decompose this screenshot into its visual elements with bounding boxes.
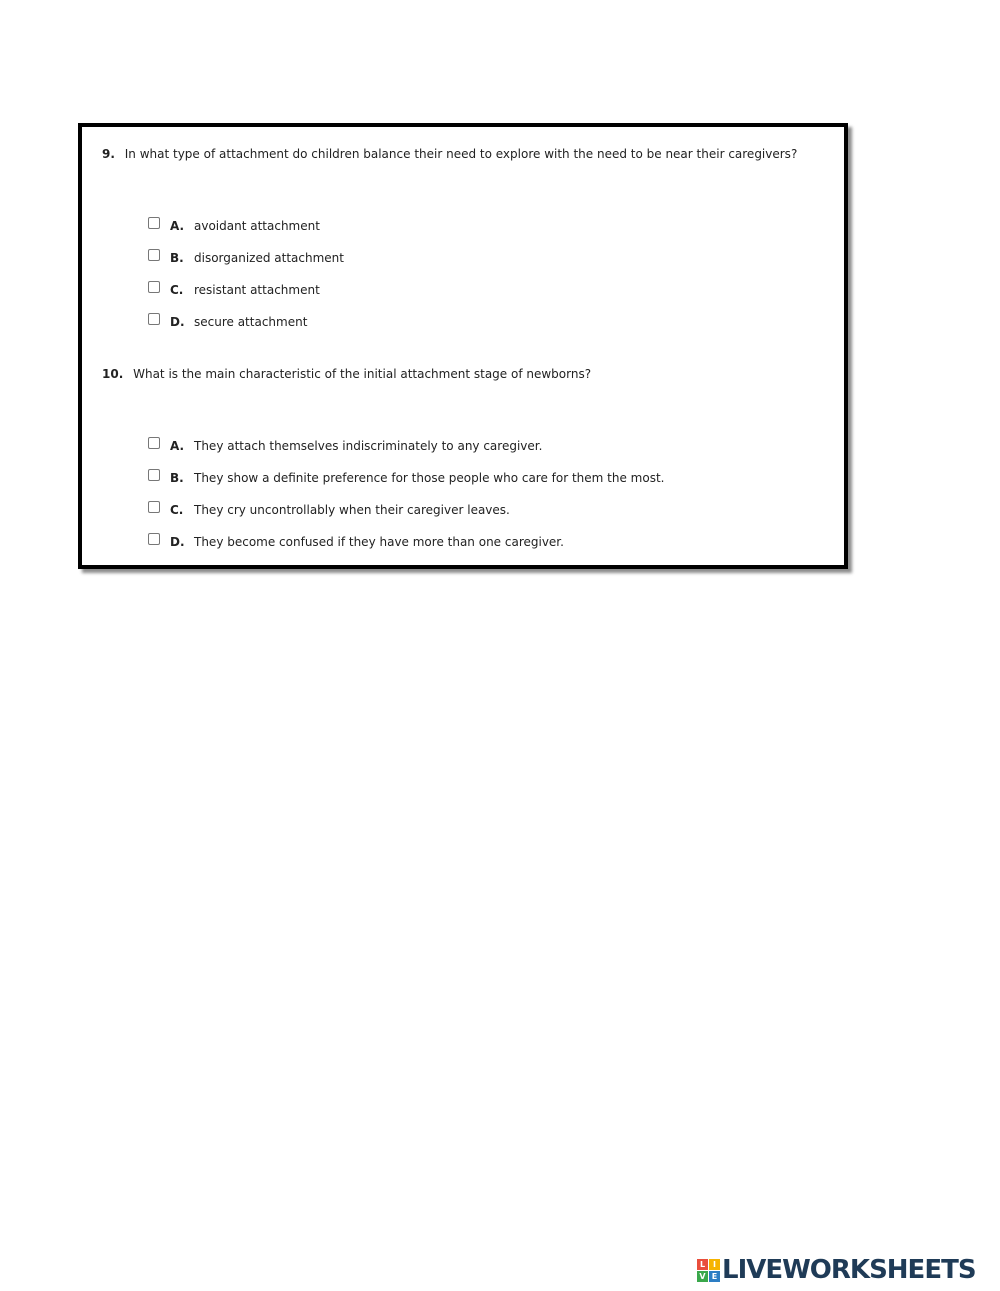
checkbox[interactable] [148,313,160,325]
checkbox[interactable] [148,281,160,293]
option-letter: D. [170,315,185,329]
question-text: What is the main characteristic of the initial attachment stage of newborns? [133,367,592,381]
question-text: In what type of attachment do children balance their need to explore with the need to be near their caregivers? [124,147,798,161]
question-number: 10. [102,367,124,381]
option-letter: D. [170,535,185,549]
option-text: They attach themselves indiscriminately to any caregiver. [194,439,543,453]
checkbox[interactable] [148,217,160,229]
checkbox[interactable] [148,437,160,449]
logo-icon-letter-i: I [709,1259,720,1270]
option-letter: C. [170,503,184,517]
option-9b[interactable] [148,251,344,265]
logo-icon-letter-v: V [697,1271,708,1282]
option-letter: B. [170,251,184,265]
logo-icon-letter-e: E [709,1271,720,1282]
liveworksheets-logo [697,1255,976,1285]
option-letter: C. [170,283,184,297]
option-10b[interactable] [148,471,664,485]
checkbox[interactable] [148,469,160,481]
option-text: They become confused if they have more than one caregiver. [194,535,564,549]
question-10 [102,367,591,381]
checkbox[interactable] [148,533,160,545]
option-letter: A. [170,219,185,233]
quiz-panel [78,123,848,569]
option-text: secure attachment [194,315,308,329]
option-10c[interactable] [148,503,510,517]
option-text: They show a definite preference for those people who care for them the most. [194,471,665,485]
option-9c[interactable] [148,283,320,297]
option-10a[interactable] [148,439,542,453]
option-10d[interactable] [148,535,564,549]
option-letter: B. [170,471,184,485]
checkbox[interactable] [148,501,160,513]
logo-icon-letter-l: L [697,1259,708,1270]
question-number: 9. [102,147,115,161]
option-text: They cry uncontrollably when their caregiver leaves. [194,503,510,517]
option-letter: A. [170,439,185,453]
option-9d[interactable] [148,315,307,329]
checkbox[interactable] [148,249,160,261]
option-text: disorganized attachment [194,251,344,265]
logo-text: LIVEWORKSHEETS [722,1255,976,1285]
question-9 [102,147,797,161]
option-text: resistant attachment [194,283,320,297]
option-9a[interactable] [148,219,320,233]
live-icon [697,1259,720,1282]
option-text: avoidant attachment [194,219,320,233]
